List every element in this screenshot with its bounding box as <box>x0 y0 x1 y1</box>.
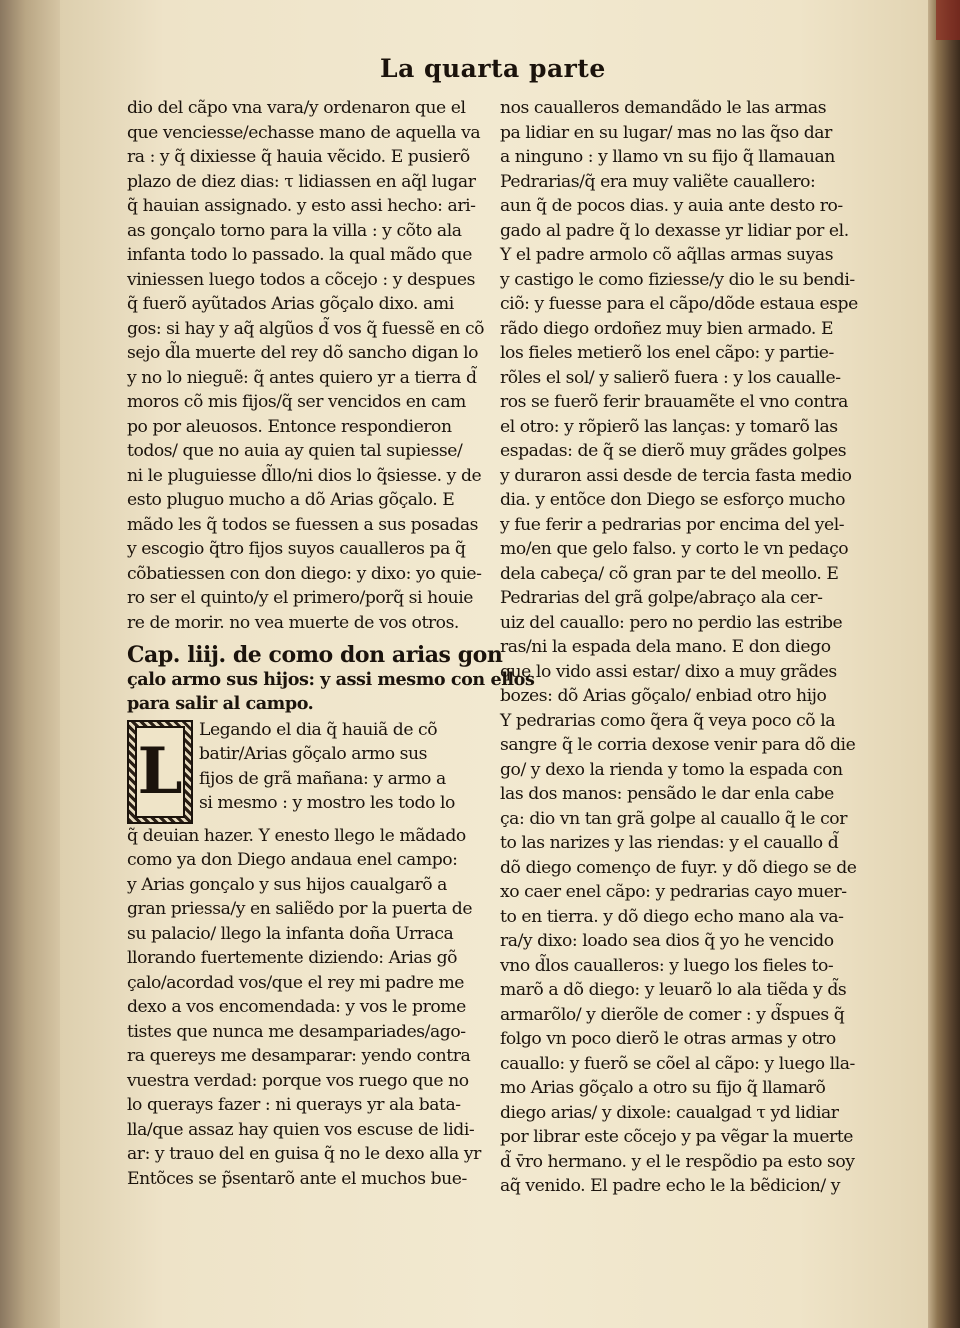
text-line: go/ y dexo la rienda y tomo la espada con <box>500 759 843 780</box>
text-line: lo querays fazer : ni querays yr ala bata- <box>127 1095 461 1115</box>
text-line: armarõlo/ y dierõle de comer : y d̃spues q̃ <box>500 1004 845 1025</box>
text-line: nos caualleros demandãdo le las armas <box>500 98 827 118</box>
text-line: bozes: dõ Arias gõçalo/ enbiad otro hijo <box>500 686 827 706</box>
text-line: plazo de diez dias: τ lidiassen en aq̃l lugar <box>127 171 476 192</box>
text-line: po por aleuosos. Entonce respondieron <box>127 416 452 437</box>
gutter-ribbon <box>936 0 960 40</box>
text-line: Pedrarias del grã golpe/abraço ala cer- <box>500 588 823 608</box>
text-line: q̃ fuerõ ayũtados Arias gõçalo dixo. ami <box>127 294 454 314</box>
text-line: mãdo les q̃ todos se fuessen a sus posadas <box>127 514 478 535</box>
text-line: cauallo: y fuerõ se cõel al cãpo: y luego lla- <box>500 1053 855 1074</box>
text-line: los fieles metierõ los enel cãpo: y partie- <box>500 343 834 363</box>
text-line: pa lidiar en su lugar/ mas no las q̃so dar <box>500 122 832 143</box>
initial-letter: L <box>135 726 185 818</box>
text-line: Legando el dia q̃ hauiã de cõ <box>199 719 438 740</box>
text-line: re de morir. no vea muerte de vos otros. <box>127 612 459 633</box>
text-line: aq̃ venido. El padre echo le la bẽdicion/ y <box>500 1176 841 1196</box>
text-line: cõbatiessen con don diego: y dixo: yo quie- <box>127 563 482 584</box>
text-line: vno d̃los caualleros: y luego los fieles to- <box>500 955 834 976</box>
text-line: ciõ: y fuesse para el cãpo/dõde estaua espe <box>500 294 858 314</box>
text-line: ra/y dixo: loado sea dios q̃ yo he vencido <box>500 931 834 951</box>
left-column <box>127 96 535 1191</box>
text-line: dõ diego començo de fuyr. y dõ diego se de <box>500 857 857 878</box>
text-line: y duraron assi desde de tercia fasta medio <box>500 465 852 486</box>
text-line: llorando fuertemente diziendo: Arias gõ <box>127 948 458 968</box>
text-line: sangre q̃ le corria dexose venir para dõ die <box>500 735 856 755</box>
text-line: y escogio q̃tro fijos suyos caualleros pa q̃ <box>127 539 466 559</box>
page-gutter <box>928 0 960 1328</box>
text-line: sejo d̃la muerte del rey dõ sancho digan lo <box>127 343 479 363</box>
text-line: dexo a vos encomendada: y vos le prome <box>127 997 466 1017</box>
text-line: que lo vido assi estar/ dixo a muy grãdes <box>500 661 837 682</box>
text-line: su palacio/ llego la infanta doña Urraca <box>127 923 454 944</box>
text-line: q̃ hauian assignado. y esto assi hecho: ari- <box>127 196 476 216</box>
text-line: d̃ v̄ro hermano. y el le respõdio pa esto soy <box>500 1151 855 1172</box>
text-line: moros cõ mis fijos/q̃ ser vencidos en cam <box>127 392 466 412</box>
initial-adjacent-lines <box>199 718 477 824</box>
text-line: gado al padre q̃ lo dexasse yr lidiar por el. <box>500 220 849 241</box>
text-line: ça: dio vn tan grã golpe al cauallo q̃ le cor <box>500 808 847 829</box>
text-line: que venciesse/echasse mano de aquella va <box>127 122 481 143</box>
right-column-text <box>500 96 858 1199</box>
text-line: to las narizes y las riendas: y el cauallo d̃ <box>500 833 839 853</box>
text-line: fijos de grã mañana: y armo a <box>199 768 446 789</box>
chapter-heading-line: çalo armo sus hijos: y assi mesmo con ellos <box>127 668 535 690</box>
text-line: esto pluguo mucho a dõ Arias gõçalo. E <box>127 490 455 510</box>
text-line: por librar este cõcejo y pa vẽgar la muerte <box>500 1127 854 1147</box>
right-column <box>500 96 858 1199</box>
text-line: si mesmo : y mostro les todo lo <box>199 793 455 813</box>
text-line: mo/en que gelo falso. y corto le vn pedaço <box>500 539 849 559</box>
text-line: tistes que nunca me desampariades/ago- <box>127 1021 466 1042</box>
text-line: dio del cãpo vna vara/y ordenaron que el <box>127 98 466 118</box>
text-line: ni le pluguiesse d̃llo/ni dios lo q̃siesse. y de <box>127 465 482 486</box>
text-line: as gonçalo torno para la villa : y cõto ala <box>127 220 462 241</box>
text-line: vuestra verdad: porque vos ruego que no <box>127 1070 469 1091</box>
text-line: xo caer enel cãpo: y pedrarias cayo muer- <box>500 882 847 902</box>
text-line: ras/ni la espada dela mano. E don diego <box>500 637 831 657</box>
text-line: mo Arias gõçalo a otro su fijo q̃ llamarõ <box>500 1078 826 1098</box>
text-line: folgo vn poco dierõ le otras armas y otro <box>500 1029 836 1049</box>
chapter-heading-line: para salir al campo. <box>127 693 314 714</box>
text-line: lla/que assaz hay quien vos escuse de lidi- <box>127 1119 475 1140</box>
text-line: Y pedrarias como q̃era q̃ veya poco cõ la <box>500 710 836 731</box>
chapter-opening <box>127 718 477 824</box>
text-line: çalo/acordad vos/que el rey mi padre me <box>127 972 465 993</box>
text-line: Y el padre armolo cõ aq̃llas armas suyas <box>500 245 834 265</box>
text-line: y castigo le como fiziesse/y dio le su bendi- <box>500 269 855 290</box>
text-line: viniessen luego todos a cõcejo : y despues <box>127 269 475 290</box>
chapter-heading <box>127 642 535 717</box>
left-text-before-chapter <box>127 96 485 635</box>
text-line: to en tierra. y dõ diego echo mano ala va- <box>500 906 844 927</box>
text-line: como ya don Diego andaua enel campo: <box>127 850 458 870</box>
text-line: espadas: de q̃ se dierõ muy grãdes golpes <box>500 441 847 461</box>
text-line: y fue ferir a pedrarias por encima del yel- <box>500 514 845 535</box>
left-text-after-initial <box>127 824 481 1192</box>
text-line: ar: y trauo del en guisa q̃ no le dexo alla yr <box>127 1144 481 1164</box>
binding-left-edge <box>0 0 64 1328</box>
text-line: dela cabeça/ cõ gran par te del meollo. E <box>500 563 839 584</box>
text-line: marõ a dõ diego: y leuarõ lo ala tiẽda y d̃s <box>500 980 847 1000</box>
text-line: ro ser el quinto/y el primero/porq̃ si houie <box>127 588 473 608</box>
text-line: ra : y q̃ dixiesse q̃ hauia vẽcido. E pusierõ <box>127 147 470 167</box>
text-line: ros se fuerõ ferir brauamẽte el vno contra <box>500 392 848 412</box>
text-line: rãdo diego ordoñez muy bien armado. E <box>500 318 834 339</box>
text-line: y Arias gonçalo y sus hijos caualgarõ a <box>127 874 447 895</box>
text-line: diego arias/ y dixole: caualgad τ yd lidiar <box>500 1102 839 1123</box>
text-line: q̃ deuian hazer. Y enesto llego le mãdado <box>127 825 466 846</box>
text-line: gos: si hay y aq̃ algũos d̃ vos q̃ fuessẽ en cõ <box>127 318 485 339</box>
text-line: el otro: y rõpierõ las lanças: y tomarõ las <box>500 416 838 437</box>
text-line: ra quereys me desamparar: yendo contra <box>127 1046 471 1066</box>
text-line: y no lo nieguẽ: q̃ antes quiero yr a tierra d̃ <box>127 367 477 388</box>
text-line: todos/ que no auia ay quien tal supiesse/ <box>127 441 463 461</box>
text-line: aun q̃ de pocos dias. y auia ante desto ro- <box>500 196 843 216</box>
chapter-heading-line: Cap. liij. de como don arias gon <box>127 642 503 668</box>
text-line: rõles el sol/ y salierõ fuera : y los caualle- <box>500 367 841 388</box>
text-line: Entõces se p̃sentarõ ante el muchos bue- <box>127 1168 467 1189</box>
text-line: batir/Arias gõçalo armo sus <box>199 744 427 764</box>
text-line: infanta todo lo passado. la qual mãdo que <box>127 245 472 265</box>
text-line: uiz del cauallo: pero no perdio las estribe <box>500 612 843 633</box>
text-line: las dos manos: pensãdo le dar enla cabe <box>500 784 834 804</box>
decorated-initial <box>127 720 193 824</box>
text-line: Pedrarias/q̃ era muy valiẽte cauallero: <box>500 171 816 192</box>
running-head: La quarta parte <box>380 54 606 83</box>
text-line: a ninguno : y llamo vn su fijo q̃ llamauan <box>500 147 835 167</box>
text-line: gran priessa/y en saliẽdo por la puerta de <box>127 899 473 919</box>
text-line: dia. y entõce don Diego se esforço mucho <box>500 490 845 510</box>
